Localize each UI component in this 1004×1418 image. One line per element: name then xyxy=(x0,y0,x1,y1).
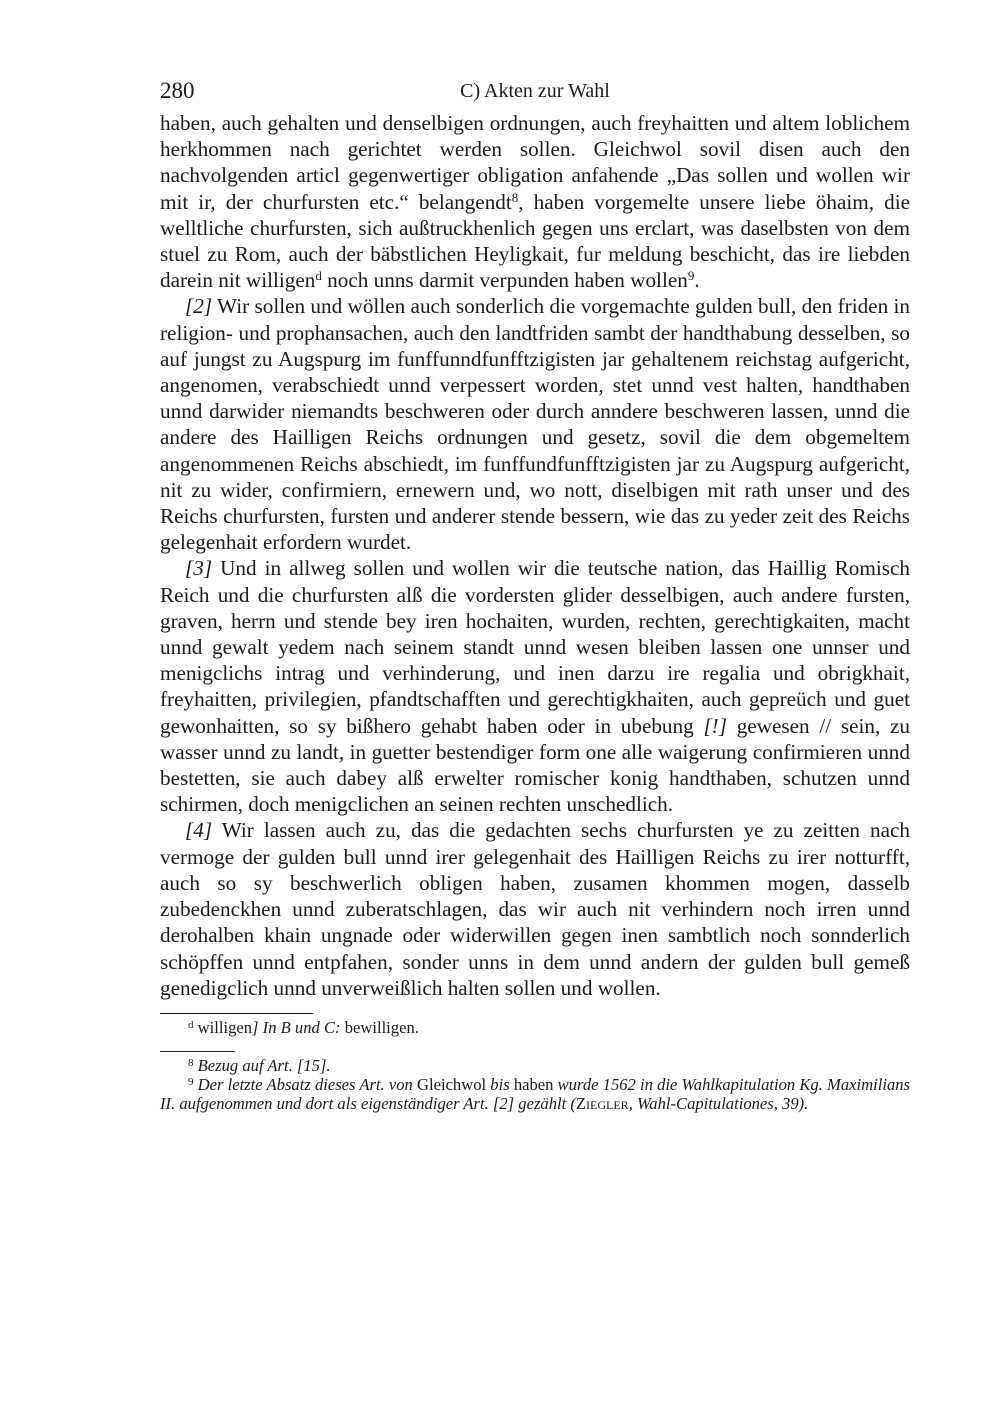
note-mark: 9 xyxy=(188,1075,194,1088)
text-run: Wir sollen und wöllen auch sonderlich die vorgemachte gulden bull, den friden in religion- und prophansachen, auch den landtfriden sambt der handthabung desselben, so auf jungst zu Augspurg im funffunndfunfftzigisten jar gehaltenem reichstag aufgericht, angenomen, verabschiedt unnd verpessert worden, stet unnd vest halten, handthaben unnd darwider niemandts beschweren oder durch anndere beschweren lassen, unnd die andere des Hailligen Reichs ordnungen und gesetz, sovil die dem obgemeltem angenommenen Reichs abschiedt, im funffundfunfftzigisten jar zu Augspurg aufgericht, nit zu wider, confirmiern, ernewern und, wo nott, diselbigen mit rath unser und des Reichs churfursten, fursten und anderer stende bessern, wie das zu yeder zeit des Reichs gelegenhait erfordern wurdet. xyxy=(160,294,910,555)
footnote xyxy=(160,1075,910,1113)
running-title: C) Akten zur Wahl xyxy=(460,80,610,102)
note-text: , Wahl-Capitulationes, 39). xyxy=(628,1093,809,1113)
note-quote: haben xyxy=(513,1074,554,1094)
footnote-ref: 9 xyxy=(687,268,695,284)
note-reading: bewilligen. xyxy=(340,1017,419,1037)
sic-mark: [!] xyxy=(703,713,727,738)
text-run: Wir lassen auch zu, das die gedachten sechs churfursten ye zu zeitten nach vermoge der gulden bull unnd irer gelegenhait des Hailligen Reichs zu irer notturfft, auch so sy beschwerlich obligen haben, zusamen khommen mogen, dasselb zubedenckhen unnd zuberatschlagen, das wir auch nit verhindern noch irren unnd derohalben khain ungnade oder widerwillen gegen inen sambtlich noch sonnderlich schöpffen unnd entpfahen, sonder unns in dem unnd andern der gulden bull gemeß genedigclich unnd unverweißlich halten sollen und wollen. xyxy=(160,818,910,1000)
text-run: Und in allweg sollen und wollen wir die teutsche nation, das Haillig Romisch Reich und die churfursten alß die vordersten glider desselbigen, auch andere fursten, graven, herrn und stende bey iren hochaiten, wurden, rechten, gerechtigkaiten, macht unnd gewalt yedem nach seinem standt unnd wesen bleiben lassen one unnser und menigclichs intrag und verhinderung, und inen darzu ire regalia und obrigkhait, freyhaitten, privilegien, pfandtschafften und gerechtigkhaiten, auch gepreüch und guet gewonhaitten, so sy bißhero gehabt haben oder in ubebung xyxy=(160,556,910,738)
text-run: noch unns darmit verpunden haben wollen xyxy=(321,268,688,293)
note-author: Ziegler xyxy=(575,1093,629,1113)
note-mark: 8 xyxy=(188,1056,194,1069)
note-lemma: willigen xyxy=(197,1017,253,1037)
note-source: In B und C: xyxy=(258,1017,341,1037)
note-text: Bezug auf Art. [15]. xyxy=(197,1055,331,1075)
variant-ref: d xyxy=(315,268,322,284)
text-run: , haben vorgemelte unsere liebe öhaim, die welltliche churfursten, sich außtruckhenlich gegen uns erclart, was daselbsten von dem stuel zu Rom, auch der bäbstlichen Heyligkait, fur meldung beschicht, das ire liebden darein nit willigen xyxy=(160,189,910,293)
text-run: haben, auch gehalten und denselbigen ordnungen, auch freyhaitten und altem loblichem herkhommen nach gerichtet werden sollen. Gleichwol sovil disen auch den nachvolgenden articl gegenwertiger obligation anfahende „Das sollen und wollen wir mit ir, der churfursten etc.“ belangendt xyxy=(160,111,910,214)
note-bracket: ] xyxy=(252,1017,259,1037)
main-text xyxy=(160,110,910,1001)
page xyxy=(160,78,910,1113)
article-number: [2] xyxy=(185,294,213,319)
note-text: wurde 1562 in die Wahlkapitulation Kg. Maximilians II. aufgenommen und dort als eigenständiger Art. [2] gezählt ( xyxy=(160,1074,910,1113)
paragraph-article-2 xyxy=(160,293,910,555)
note-text: Der letzte Absatz dieses Art. von xyxy=(197,1074,417,1094)
note-text: bis xyxy=(486,1074,514,1094)
running-head xyxy=(160,78,910,110)
note-mark: d xyxy=(188,1018,194,1031)
paragraph-continuation xyxy=(160,110,910,293)
page-number: 280 xyxy=(160,78,195,103)
footnote-ref: 8 xyxy=(511,189,519,205)
footnotes xyxy=(160,1056,910,1113)
paragraph-article-3 xyxy=(160,555,910,817)
article-number: [3] xyxy=(185,556,213,581)
note-quote: Gleichwol xyxy=(417,1074,487,1094)
variant-note xyxy=(160,1018,910,1037)
paragraph-article-4 xyxy=(160,817,910,1000)
variant-notes-divider xyxy=(160,1013,313,1014)
footnotes-divider xyxy=(160,1051,235,1052)
article-number: [4] xyxy=(185,818,213,843)
text-run: . xyxy=(694,268,700,293)
variant-notes xyxy=(160,1018,910,1037)
footnote xyxy=(160,1056,910,1075)
text-run: gewesen // sein, zu wasser unnd zu landt, in guetter bestendiger form one alle waigerung confirmieren unnd bestetten, sie auch dabey alß erwelter romischer konig handthaben, schutzen unnd schirmen, doch menigclichen an seinen rechten unschedlich. xyxy=(160,713,910,817)
